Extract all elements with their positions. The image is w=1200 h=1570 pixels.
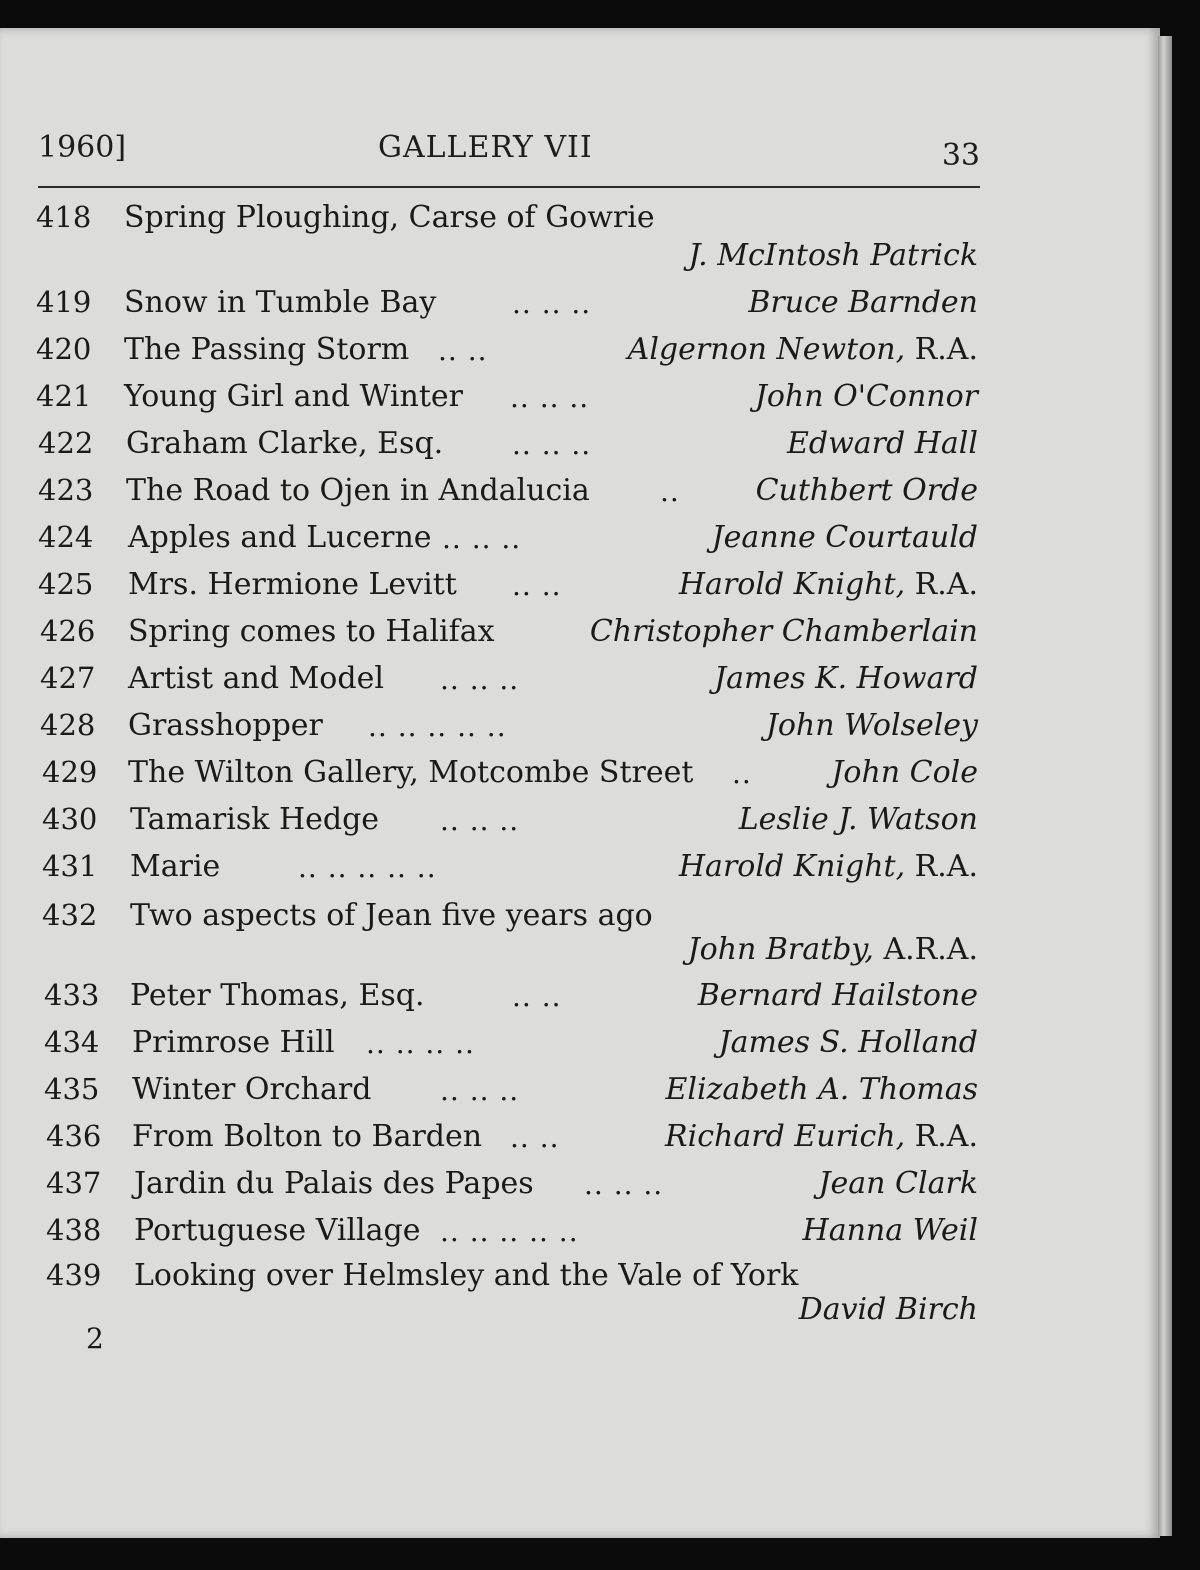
artist-honours: R.A. [914, 1119, 978, 1154]
entry-number: 428 [40, 708, 96, 742]
entry-artist [756, 473, 978, 508]
entry-artist [665, 1072, 978, 1107]
artist-name: Harold Knight, [678, 567, 906, 602]
entry-artist [831, 755, 978, 790]
artist-name: Bernard Hailstone [697, 978, 978, 1013]
entry-artist [787, 426, 978, 461]
leader-dots: .. .. .. [442, 522, 522, 555]
artist-name: David Birch [798, 1292, 978, 1327]
leader-dots: .. .. .. .. .. [298, 851, 437, 884]
entry-title: Apples and Lucerne [128, 520, 432, 555]
entry-artist [679, 567, 978, 602]
entry-title: From Bolton to Barden [132, 1119, 483, 1154]
entry-title: Snow in Tumble Bay [124, 285, 437, 320]
entry-title: Two aspects of Jean five years ago [130, 898, 653, 933]
entry-title: Marie [130, 849, 221, 884]
entry-artist [714, 661, 978, 696]
artist-name: Hanna Weil [802, 1213, 978, 1248]
entry-number: 434 [44, 1025, 100, 1059]
entry-title: Spring Ploughing, Carse of Gowrie [124, 200, 655, 235]
entry-number: 424 [38, 520, 94, 554]
entry-number: 420 [36, 332, 92, 366]
entry-title: The Wilton Gallery, Motcombe Street [128, 755, 694, 790]
leader-dots: .. .. [438, 334, 488, 367]
leader-dots: .. .. [512, 980, 562, 1013]
artist-name: Edward Hall [787, 426, 978, 461]
artist-name: James K. Howard [714, 661, 978, 696]
leader-dots: .. .. [510, 1121, 560, 1154]
leader-dots: .. .. .. [440, 1074, 520, 1107]
entry-number: 423 [38, 473, 94, 507]
leader-dots: .. .. .. [440, 804, 520, 837]
entry-title: The Road to Ojen in Andalucia [126, 473, 590, 508]
entry-title: Winter Orchard [132, 1072, 372, 1107]
leader-dots: .. .. .. [584, 1168, 664, 1201]
artist-honours: A.R.A. [883, 932, 978, 967]
entry-title: Tamarisk Hedge [130, 802, 380, 837]
entry-title: Peter Thomas, Esq. [130, 978, 425, 1013]
entry-title: The Passing Storm [124, 332, 410, 367]
entry-artist [739, 802, 978, 837]
leader-dots: .. [732, 757, 752, 790]
leader-dots: .. .. .. [512, 428, 592, 461]
entry-artist [719, 1025, 978, 1060]
leader-dots: .. .. [512, 569, 562, 602]
leader-dots: .. .. .. .. .. [440, 1215, 579, 1248]
artist-honours: R.A. [914, 332, 978, 367]
artist-name: Richard Eurich, [665, 1119, 906, 1154]
entry-artist [755, 379, 978, 414]
header-title: GALLERY VII [378, 130, 593, 165]
artist-name: Bruce Barnden [748, 285, 978, 320]
entry-number: 429 [42, 755, 98, 789]
entry-number: 422 [38, 426, 94, 460]
entry-number: 439 [46, 1258, 102, 1292]
artist-honours: R.A. [914, 849, 978, 884]
leader-dots: .. [660, 475, 680, 508]
leader-dots: .. .. .. [440, 663, 520, 696]
artist-name: Cuthbert Orde [755, 473, 978, 508]
artist-name: John O'Connor [754, 379, 978, 414]
entry-artist [748, 285, 978, 320]
entry-number: 438 [46, 1213, 102, 1247]
entry-title: Spring comes to Halifax [128, 614, 495, 649]
entry-title: Artist and Model [128, 661, 384, 696]
artist-name: Harold Knight, [678, 849, 906, 884]
entry-title: Primrose Hill [132, 1025, 335, 1060]
entry-artist [688, 238, 978, 273]
artist-honours: R.A. [914, 567, 978, 602]
artist-name: John Bratby, [687, 932, 874, 967]
artist-name: James S. Holland [718, 1025, 978, 1060]
entry-number: 425 [38, 567, 94, 601]
entry-title: Mrs. Hermione Levitt [128, 567, 457, 602]
artist-name: John Cole [831, 755, 978, 790]
artist-name: Jeanne Courtauld [711, 520, 978, 555]
artist-name: John Wolseley [765, 708, 978, 743]
entry-title: Young Girl and Winter [124, 379, 463, 414]
entry-artist [799, 1292, 978, 1327]
page-number: 33 [941, 138, 980, 173]
entry-number: 432 [42, 898, 98, 932]
entry-number: 418 [36, 200, 92, 234]
entry-artist [819, 1166, 978, 1201]
leader-dots: .. .. .. [510, 381, 590, 414]
entry-title: Graham Clarke, Esq. [126, 426, 444, 461]
entry-artist [803, 1213, 978, 1248]
entry-title: Portuguese Village [134, 1213, 421, 1248]
entry-number: 426 [40, 614, 96, 648]
entry-number: 431 [42, 849, 98, 883]
entry-artist [679, 849, 978, 884]
entry-number: 436 [46, 1119, 102, 1153]
entry-number: 437 [46, 1166, 102, 1200]
artist-name: Algernon Newton, [627, 332, 906, 367]
entry-number: 435 [44, 1072, 100, 1106]
header-year: 1960] [38, 130, 127, 165]
entry-number: 419 [36, 285, 92, 319]
entry-title: Jardin du Palais des Papes [134, 1166, 534, 1201]
entry-artist [688, 932, 978, 967]
artist-name: Christopher Chamberlain [589, 614, 978, 649]
leader-dots: .. .. .. .. [366, 1027, 475, 1060]
entry-artist [766, 708, 978, 743]
artist-name: J. McIntosh Patrick [688, 238, 978, 273]
leader-dots: .. .. .. [512, 287, 592, 320]
entry-artist [665, 1119, 978, 1154]
leader-dots: .. .. .. .. .. [368, 710, 507, 743]
entry-number: 433 [44, 978, 100, 1012]
entry-artist [698, 978, 978, 1013]
page-edge [1158, 36, 1172, 1536]
entry-title: Grasshopper [128, 708, 323, 743]
entry-artist [712, 520, 978, 555]
entry-artist [628, 332, 978, 367]
signature-mark: 2 [86, 1322, 104, 1355]
entry-title: Looking over Helmsley and the Vale of York [134, 1258, 799, 1293]
entry-number: 430 [42, 802, 98, 836]
entry-number: 427 [40, 661, 96, 695]
artist-name: Elizabeth A. Thomas [665, 1072, 978, 1107]
entry-number: 421 [36, 379, 92, 413]
entry-artist [590, 614, 978, 649]
artist-name: Leslie J. Watson [738, 802, 978, 837]
artist-name: Jean Clark [818, 1166, 978, 1201]
